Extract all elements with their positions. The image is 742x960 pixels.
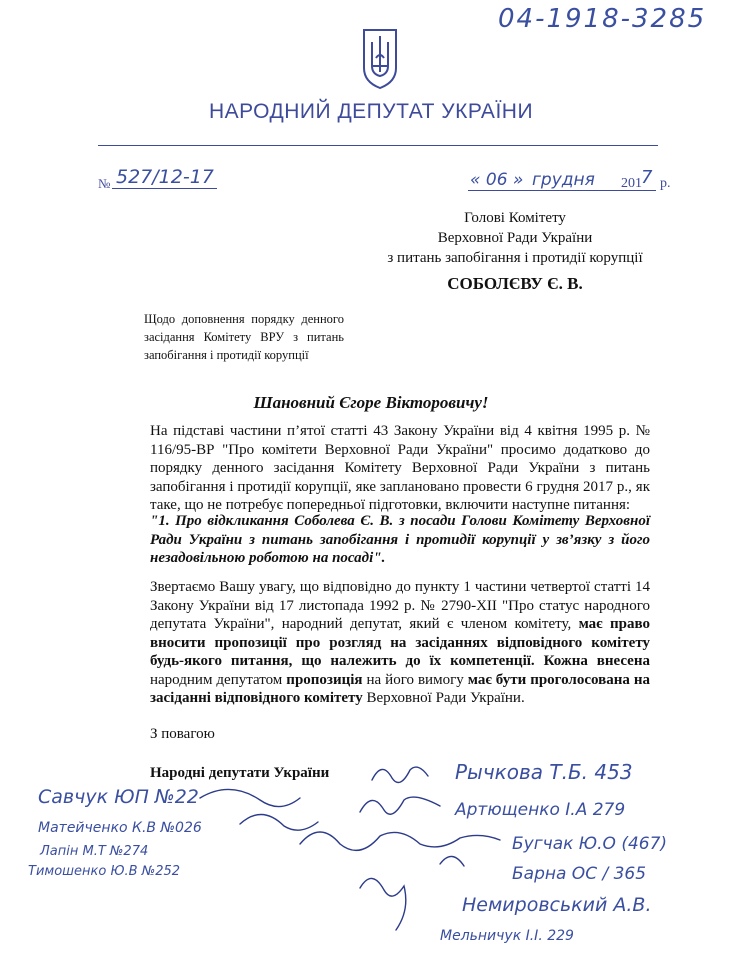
paragraph-3-text: Верховної Ради України.	[362, 690, 525, 706]
paragraph-2-text: "1. Про відкликання Соболева Є. В. з посади Голови Комітету Верховної Ради України з питань запобігання і протидії корупції у зв’язку з його незадовільною роботою на посаді".	[150, 513, 650, 566]
paragraph-1	[150, 422, 650, 515]
paragraph-3-bold: пропозиція	[286, 671, 363, 688]
signature-left-1: Савчук ЮП №22	[38, 786, 199, 808]
paragraph-3	[150, 578, 650, 708]
date-year-unit: р.	[660, 176, 671, 191]
addressee-name: СОБОЛЄВУ Є. В.	[447, 274, 583, 293]
paragraph-3-text: Звертаємо Вашу увагу, що відповідно до пункту 1 частини четвертої статті 14 Закону України від 17 листопада 1992 р. № 2790-XII "Про статус народного депутата України", народний депутат, який є членом комітету,	[150, 579, 650, 632]
signature-right-5: Немировський А.В.	[462, 894, 652, 916]
signature-scribble	[240, 814, 318, 830]
paragraph-1-text: На підставі частини п’ятої статті 43 Закону України від 4 квітня 1995 р. № 116/95-ВР "Про комітети Верховної Ради України" просимо додатково до порядку денного засідання Комітету Верховної Ради України з питань запобігання і протидії корупції, яке заплановано провести 6 грудня 2017 р., як таке, що не потребує попередньої підготовки, включити наступне питання:	[150, 423, 650, 513]
signature-left-4: Тимошенко Ю.В №252	[28, 864, 181, 879]
outgoing-number-prefix: №	[98, 176, 111, 191]
signature-scribbles	[0, 740, 742, 960]
date-year-prefix: 201	[621, 176, 642, 191]
subject-line: засідання Комітету ВРУ з питань	[144, 330, 344, 344]
date-underline	[468, 190, 656, 191]
signature-right-1: Рычкова Т.Б. 453	[455, 760, 633, 784]
signature-scribble	[200, 789, 300, 806]
signature-left-2: Матейченко К.В №026	[38, 820, 202, 836]
signature-scribble	[360, 878, 406, 930]
signature-left-3: Лапін М.Т №274	[40, 844, 149, 859]
subject-line: запобігання і протидії корупції	[144, 348, 309, 362]
paragraph-3-text: на його вимогу	[362, 671, 468, 688]
registration-number: 04-1918-3285	[498, 4, 707, 34]
signers-title: Народні депутати України	[150, 765, 330, 781]
greeting: Шановний Єгоре Вікторовичу!	[253, 393, 489, 412]
header-title: НАРОДНИЙ ДЕПУТАТ УКРАЇНИ	[208, 100, 534, 123]
addressee-block	[380, 208, 650, 294]
signature-scribble	[372, 767, 428, 782]
addressee-line: з питань запобігання і протидії корупції	[387, 250, 643, 266]
subject-line: Щодо доповнення порядку денного	[144, 312, 344, 326]
signature-right-6: Мельничук І.І. 229	[440, 928, 574, 944]
closing-regards: З повагою	[150, 726, 215, 742]
signature-scribble	[360, 797, 440, 814]
outgoing-number: 527/12-17	[116, 166, 214, 188]
signature-scribble	[440, 856, 464, 866]
addressee-line: Голові Комітету	[464, 210, 566, 226]
date-month: грудня	[532, 170, 595, 190]
outgoing-number-underline	[112, 188, 217, 189]
paragraph-2	[150, 512, 650, 568]
signature-right-2: Артющенко І.А 279	[455, 800, 626, 820]
signature-scribble	[300, 832, 500, 850]
paragraph-3-bold: має право вносити пропозиції про розгляд на засіданнях відповідного комітету будь-якого питання, що належить до їх компетенції. Кожна внесена	[150, 616, 650, 669]
paragraph-3-bold: має бути проголосована на засіданні відповідного комітету	[150, 671, 650, 706]
date-day: « 06 »	[470, 170, 524, 190]
subject-block	[144, 310, 344, 364]
paragraph-3-text: народним депутатом	[150, 671, 287, 688]
signature-right-3: Бугчак Ю.О (467)	[512, 834, 668, 854]
signature-right-4: Барна ОС / 365	[512, 864, 647, 884]
coat-of-arms-icon	[360, 28, 400, 90]
date-year-suffix: 7	[641, 167, 653, 188]
addressee-line: Верховної Ради України	[437, 230, 593, 246]
header-rule	[98, 145, 658, 146]
